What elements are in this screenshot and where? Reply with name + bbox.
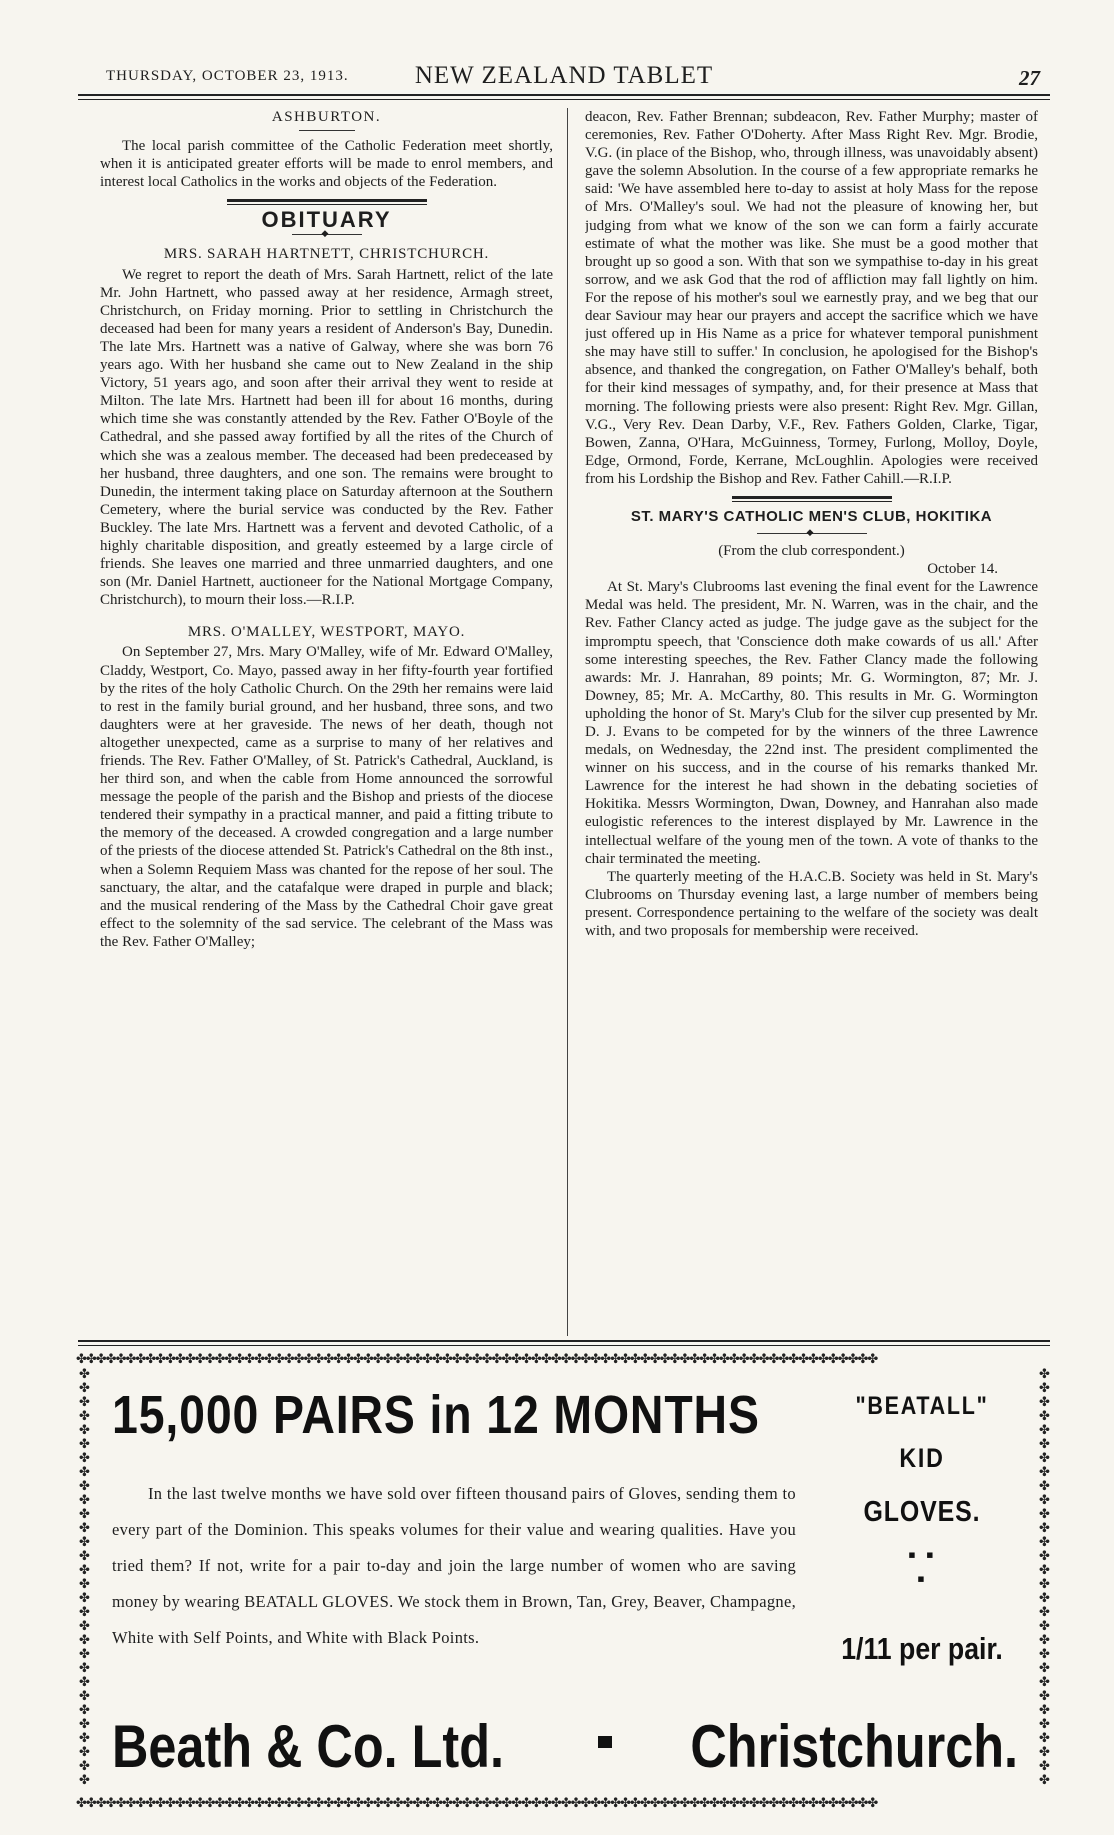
ad-brand: "BEATALL" <box>855 1392 989 1420</box>
left-column <box>100 108 553 1336</box>
header-rule <box>78 94 1050 100</box>
ad-body <box>112 1476 796 1656</box>
ad-top-rule <box>78 1340 1050 1346</box>
ad-price: 1/11 per pair. <box>841 1631 1003 1666</box>
ad-city: Christchurch. <box>690 1713 1018 1780</box>
ornament-dots-icon: ▪ ▪ ▪ <box>908 1542 936 1591</box>
club-date: October 14. <box>927 561 998 578</box>
diamond-rule <box>292 229 362 239</box>
header-title: NEW ZEALAND TABLET <box>414 62 714 89</box>
beatall-advertisement <box>76 1352 1052 1812</box>
page-header <box>78 62 1050 94</box>
club-rule <box>732 496 892 502</box>
ad-company: Beath & Co. Ltd. <box>112 1713 504 1780</box>
hartnett-text: We regret to report the death of Mrs. Sarah Hartnett, relict of the late Mr. John Hartnett, who passed away at her residence, Armagh street, Christchurch, on Friday morning. Prior to settling in Christchurch the deceased had been for many years a resident of Anderson's Bay, Dunedin. The late Mrs. Hartnett was a native of Galway, where she was born 76 years ago. With her husband she came out to New Zealand in the ship Victory, 51 years ago, and soon after their arrival they went to reside at Milton. The late Mrs. Hartnett had been ill for about 16 months, during which time she was constantly attended by the Rev. Father O'Boyle of the Cathedral, and she passed away fortified by all the rites of the Church of which she was a zealous member. The deceased had been predeceased by her husband, three daughters, and one son. The remains were brought to Dunedin, the interment taking place on Saturday afternoon at the Southern Cemetery, where the burial service was conducted by the Rev. Father Buckley. The late Mrs. Hartnett was a fervent and devoted Catholic, of a highly charitable disposition, and greatly esteemed by a large circle of friends. She leaves one married and three unmarried daughters, and one son (Mr. Daniel Hartnett, auctioneer for the National Mortgage Company, Christchurch), to mourn their loss.—R.I.P. <box>100 266 553 609</box>
section-rule <box>299 130 355 131</box>
ornament-border-left: ✤✤✤✤✤✤✤✤✤✤✤✤✤✤✤✤✤✤✤✤✤✤✤✤✤✤✤✤✤✤ <box>79 1368 89 1788</box>
obituary-rule <box>227 199 427 205</box>
ad-kid: KID <box>899 1443 945 1473</box>
club-paragraph-2: The quarterly meeting of the H.A.C.B. Society was held in St. Mary's Clubrooms on Thursday evening last, a large number of members being present. Correspondence pertaining to the welfare of the society was dealt with, and two proposals for membership were received. <box>585 868 1038 940</box>
club-paragraph-1: At St. Mary's Clubrooms last evening the final event for the Lawrence Medal was held. The president, Mr. N. Warren, was in the chair, and the Rev. Father Clancy acted as judge. The judge gave as the subject for the impromptu speech, that 'Conscience doth make cowards of us all.' After some interesting speeches, the Rev. Father Clancy made the following awards: Mr. J. Hanrahan, 89 points; Mr. G. Wormington, 87; Mr. J. Downey, 85; Mr. A. McCarthy, 80. This results in Mr. G. Wormington upholding the honor of St. Mary's Club for the silver cup presented by Mr. D. J. Evans to be competed for by the winners of the three Lawrence medals, on Wednesday, the 22nd inst. The president complimented the winner on his success, and in the course of his remarks thanked Mr. Lawrence for the interest he had shown in the debating societies of Hokitika. Messrs Wormington, Dwan, Downey, and Hanrahan also made eulogistic references to the interest displayed by Mr. Lawrence in the intellectual welfare of the young men of the town. A vote of thanks to the chair terminated the meeting. <box>585 579 1038 867</box>
ashburton-text: The local parish committee of the Catholic Federation meet shortly, when it is anticipated greater efforts will be made to enrol members, and interest local Catholics in the works and objects of the Federation. <box>100 138 553 191</box>
diamond-icon: ◆ <box>321 229 329 240</box>
spacer <box>100 609 553 617</box>
obituary-title: OBITUARY <box>261 207 392 233</box>
ornament-border-top: ✤✤✤✤✤✤✤✤✤✤✤✤✤✤✤✤✤✤✤✤✤✤✤✤✤✤✤✤✤✤✤✤✤✤✤✤✤✤✤✤✤✤✤✤✤✤✤✤✤✤✤✤✤✤✤✤✤✤✤✤✤✤✤✤✤✤✤✤✤✤✤✤✤✤✤✤✤✤✤✤✤ <box>76 1352 878 1367</box>
ad-headline: 15,000 PAIRS in 12 MONTHS <box>112 1385 760 1445</box>
column-divider <box>567 108 568 1336</box>
ad-body-text: In the last twelve months we have sold over fifteen thousand pairs of Gloves, sending them to every part of the Dominion. This speaks volumes for their value and wearing qualities. Have you tried them? If not, write for a pair to-day and join the large number of women who are saving money by wearing BEATALL GLOVES. We stock them in Brown, Tan, Grey, Beaver, Champagne, White with Self Points, and White with Black Points. <box>112 1484 796 1647</box>
hartnett-heading: MRS. SARAH HARTNETT, CHRISTCHURCH. <box>163 246 490 263</box>
ornament-border-bottom: ✤✤✤✤✤✤✤✤✤✤✤✤✤✤✤✤✤✤✤✤✤✤✤✤✤✤✤✤✤✤✤✤✤✤✤✤✤✤✤✤✤✤✤✤✤✤✤✤✤✤✤✤✤✤✤✤✤✤✤✤✤✤✤✤✤✤✤✤✤✤✤✤✤✤✤✤✤✤✤✤✤ <box>76 1796 878 1811</box>
diamond-rule <box>757 528 867 538</box>
ad-dash <box>598 1736 612 1748</box>
ad-side-panel <box>816 1392 1028 1667</box>
ashburton-heading: ASHBURTON. <box>271 109 382 125</box>
header-date: THURSDAY, OCTOBER 23, 1913. <box>106 68 349 84</box>
right-column <box>585 108 1038 1336</box>
club-source: (From the club correspondent.) <box>718 543 905 560</box>
page-number: 27 <box>1019 66 1040 90</box>
club-heading: ST. MARY'S CATHOLIC MEN'S CLUB, HOKITIKA <box>630 507 993 525</box>
omalley-text: On September 27, Mrs. Mary O'Malley, wife of Mr. Edward O'Malley, Claddy, Westport, Co. Mayo, passed away in her fifty-fourth year fortified by the rites of the holy Catholic Church. On the 29th her remains were laid to rest in the family burial ground, and her husband, three sons, and two daughters were at her graveside. The news of her death, though not altogether unexpected, came as a surprise to many of her relatives and friends. The Rev. Father O'Malley, of St. Patrick's Cathedral, Auckland, is her third son, and when the cable from Home announced the sorrowful message the people of the parish and the Bishop and priests of the diocese tendered their sympathy in a practical manner, and paid a fitting tribute to the memory of the deceased. A crowded congregation and a large number of the priests of the diocese attended St. Patrick's Cathedral on the 8th inst., when a Solemn Requiem Mass was chanted for the repose of her soul. The sanctuary, the altar, and the catafalque were draped in purple and black; and the musical rendering of the Mass by the Cathedral Choir gave great effect to the solemnity of the sad service. The celebrant of the Mass was the Rev. Father O'Malley; <box>100 644 553 950</box>
ornament-border-right: ✤✤✤✤✤✤✤✤✤✤✤✤✤✤✤✤✤✤✤✤✤✤✤✤✤✤✤✤✤✤ <box>1039 1368 1049 1788</box>
ad-gloves: GLOVES. <box>863 1496 981 1528</box>
diamond-icon: ◆ <box>806 528 814 539</box>
omalley-continued: deacon, Rev. Father Brennan; subdeacon, Rev. Father Murphy; master of ceremonies, Rev. Father O'Doherty. After Mass Right Rev. Mgr. Brodie, V.G. (in place of the Bishop, who, through illness, was unavoidably absent) gave the solemn Absolution. In the course of a few appropriate remarks he said: 'We have assembled here to-day to assist at holy Mass for the repose of Mrs. O'Malley's soul. We had not the pleasure of knowing her, but judging from what we know of the son we can form a fairly accurate estimate of what the mother was like. She must be a good mother that brought up so good a son. With that son we sympathise to-day in his great sorrow, and we ask God that the rod of affliction may fall lightly on him. For the repose of his mother's soul we earnestly pray, and we beg that our dear Saviour may hear our prayers and accept the sacrifice which we have just offered up in His Name as a price for whatever temporal punishment she may have still to suffer.' In conclusion, he apologised for the Bishop's absence, and thanked the congregation, on Father O'Malley's behalf, both for their kind messages of sympathy, and, for their presence at Mass that morning. The following priests were also present: Right Rev. Mgr. Gillan, V.G., Very Rev. Dean Darby, V.F., Rev. Fathers Golden, Clarke, Tigar, Bowen, Zanna, O'Hara, McGuinness, Tormey, Furlong, Molloy, Doyle, Edge, Ormond, Forde, Kerrane, McLoughlin. Apologies were received from his Lordship the Bishop and Rev. Father Cahill.—R.I.P. <box>585 109 1038 487</box>
omalley-heading: MRS. O'MALLEY, WESTPORT, MAYO. <box>187 624 466 641</box>
